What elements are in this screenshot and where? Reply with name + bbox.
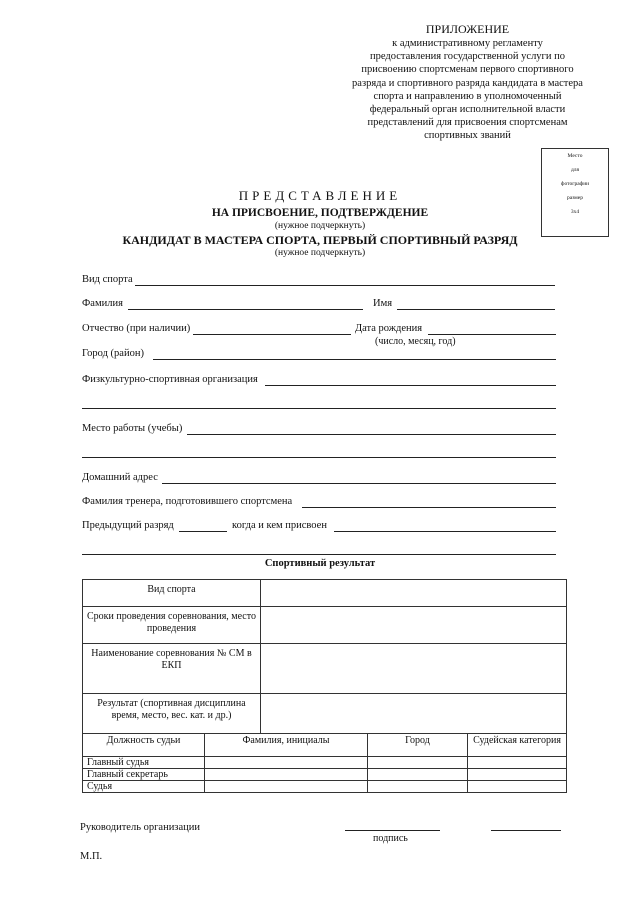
photo-box-line: Место [567, 153, 583, 159]
judge-city-cell[interactable] [368, 769, 468, 781]
sport-label: Вид спорта [82, 274, 133, 285]
judge-category-cell[interactable] [468, 769, 567, 781]
table-row [83, 694, 567, 734]
coach-field[interactable] [302, 507, 556, 508]
judge-name-cell[interactable] [205, 757, 368, 769]
judges-header: Должность судьи [83, 734, 205, 757]
assigned-by-label: когда и кем присвоен [232, 520, 327, 531]
judge-name-cell[interactable] [205, 769, 368, 781]
name-label: Имя [373, 298, 393, 309]
surname-field[interactable] [128, 309, 363, 310]
organization-label: Физкультурно-спортивная организация [82, 374, 258, 385]
result-row-label: Сроки проведения соревнования, место проведения [83, 607, 261, 644]
appendix-line: спорта и направлению в уполномоченный [373, 90, 562, 102]
previous-rank-label: Предыдущий разряд [82, 520, 174, 531]
result-row-label: Вид спорта [83, 580, 261, 607]
judges-header: Судейская категория [468, 734, 567, 757]
organization-field-continuation[interactable] [82, 408, 556, 409]
coach-label: Фамилия тренера, подготовившего спортсмена [82, 496, 293, 507]
appendix-line: к административному регламенту [392, 38, 543, 49]
table-header-row [83, 734, 567, 757]
result-value-cell[interactable] [261, 580, 567, 607]
judges-header: Город [368, 734, 468, 757]
appendix-text [325, 37, 610, 143]
judge-category-cell[interactable] [468, 781, 567, 793]
assigned-by-field-continuation[interactable] [82, 554, 556, 555]
judge-city-cell[interactable] [368, 757, 468, 769]
patronymic-label: Отчество (при наличии) [82, 323, 191, 334]
workplace-label: Место работы (учебы) [82, 423, 183, 434]
judges-header: Фамилия, инициалы [205, 734, 368, 757]
signature-hint: подпись [373, 833, 408, 844]
underline-hint: (нужное подчеркнуть) [274, 221, 366, 231]
sport-result-table [82, 579, 567, 734]
name-field[interactable] [397, 309, 555, 310]
workplace-field[interactable] [187, 434, 556, 435]
surname-label: Фамилия [82, 298, 123, 309]
signature-field[interactable] [345, 830, 440, 831]
table-row [83, 781, 567, 793]
city-field[interactable] [153, 359, 556, 360]
result-value-cell[interactable] [261, 694, 567, 734]
judge-role: Судья [83, 781, 205, 793]
address-field[interactable] [162, 483, 556, 484]
result-value-cell[interactable] [261, 644, 567, 694]
birth-date-hint: (число, месяц, год) [375, 336, 456, 347]
result-value-cell[interactable] [261, 607, 567, 644]
judge-name-cell[interactable] [205, 781, 368, 793]
table-row [83, 644, 567, 694]
sport-result-heading: Спортивный результат [264, 558, 376, 569]
organization-head-label: Руководитель организации [80, 822, 200, 833]
table-row [83, 607, 567, 644]
table-row [83, 769, 567, 781]
judge-city-cell[interactable] [368, 781, 468, 793]
organization-field[interactable] [265, 385, 556, 386]
appendix-line: представлений для присвоения спортсменам [367, 117, 568, 129]
appendix-line: предоставления государственной услуги по [370, 51, 565, 63]
photo-box-line: 3х4 [570, 209, 580, 215]
appendix-title: ПРИЛОЖЕНИЕ [425, 22, 510, 36]
assigned-by-field[interactable] [334, 531, 556, 532]
appendix-block [325, 22, 610, 143]
judge-category-cell[interactable] [468, 757, 567, 769]
appendix-line: федеральный орган исполнительной власти [369, 104, 566, 116]
underline-hint: (нужное подчеркнуть) [274, 248, 366, 258]
address-label: Домашний адрес [82, 472, 158, 483]
document-subtitle-rank: КАНДИДАТ В МАСТЕРА СПОРТА, ПЕРВЫЙ СПОРТИВНЫЙ РАЗРЯД [122, 233, 518, 247]
judge-role: Главный секретарь [83, 769, 205, 781]
appendix-line: разряда и спортивного разряда кандидата в мастера [352, 77, 583, 89]
photo-box-line: фотографии [560, 181, 590, 187]
document-title: ПРЕДСТАВЛЕНИЕ [238, 188, 402, 203]
previous-rank-field[interactable] [179, 531, 227, 532]
workplace-field-continuation[interactable] [82, 457, 556, 458]
table-row [83, 757, 567, 769]
photo-box-line: размер [567, 195, 583, 201]
table-row [83, 580, 567, 607]
appendix-line: присвоению спортсменам первого спортивного [361, 64, 574, 76]
result-row-label: Наименование соревнования № СМ в ЕКП [83, 644, 261, 694]
city-label: Город (район) [82, 348, 144, 359]
document-subtitle-assignment: НА ПРИСВОЕНИЕ, ПОДТВЕРЖДЕНИЕ [211, 207, 429, 219]
photo-box-line: для [570, 167, 580, 173]
result-row-label: Результат (спортивная дисциплина время, место, вес. кат. и др.) [83, 694, 261, 734]
sport-field[interactable] [135, 285, 555, 286]
birth-date-label: Дата рождения [355, 323, 423, 334]
judge-role: Главный судья [83, 757, 205, 769]
name-initials-field[interactable] [491, 830, 561, 831]
patronymic-field[interactable] [193, 334, 351, 335]
judges-table [82, 733, 567, 793]
stamp-place-label: М.П. [80, 851, 103, 862]
appendix-line: спортивных званий [424, 130, 511, 142]
